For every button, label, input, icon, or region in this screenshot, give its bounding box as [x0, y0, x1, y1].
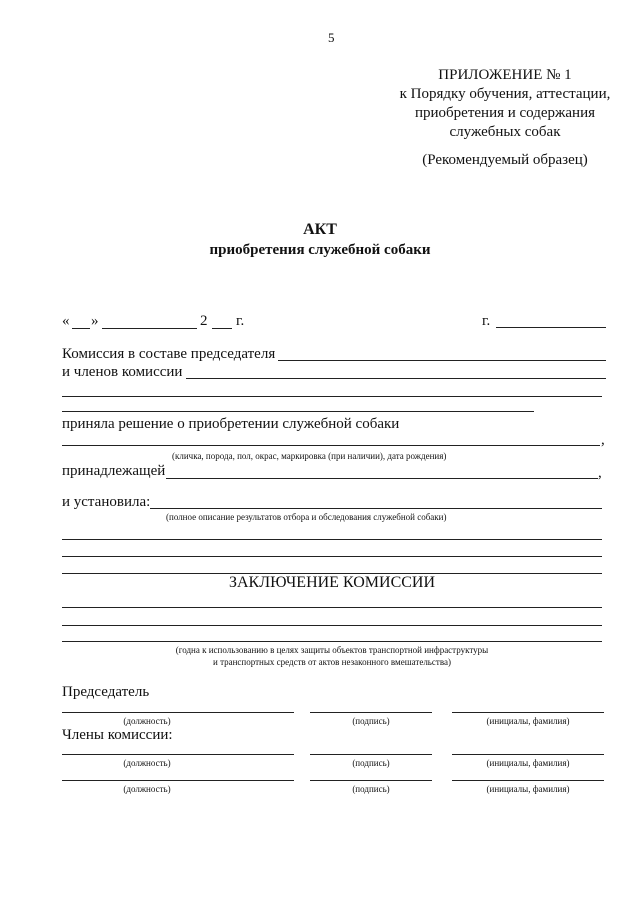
city-prefix: г.: [482, 313, 491, 329]
comma-2: ,: [598, 465, 602, 481]
member1-name-hint: (инициалы, фамилия): [486, 758, 570, 768]
conclusion-field-line-1[interactable]: [62, 607, 602, 608]
chairman-position-hint: (должность): [123, 716, 171, 726]
act-title: АКТ: [303, 221, 337, 238]
year-suffix: г.: [236, 313, 245, 329]
day-field[interactable]: [72, 328, 90, 329]
member2-name-hint: (инициалы, фамилия): [486, 784, 570, 794]
appendix-line-2: приобретения и содержания: [414, 105, 596, 121]
member1-position-field[interactable]: [62, 754, 294, 755]
established-field-line-2[interactable]: [62, 539, 602, 540]
date-open-quote: «: [62, 313, 70, 329]
chairman-name-hint: (инициалы, фамилия): [486, 716, 570, 726]
member1-position-hint: (должность): [123, 758, 171, 768]
appendix-title: ПРИЛОЖЕНИЕ № 1: [438, 67, 572, 83]
appendix-line-3: служебных собак: [449, 124, 561, 140]
conclusion-title: ЗАКЛЮЧЕНИЕ КОМИССИИ: [228, 574, 436, 591]
chairman-name-field[interactable]: [452, 712, 604, 713]
sample-note: (Рекомендуемый образец): [422, 152, 588, 168]
owner-field[interactable]: [166, 478, 598, 479]
dog-details-field[interactable]: [62, 445, 600, 446]
members-label: и членов комиссии: [62, 364, 183, 380]
member2-position-hint: (должность): [123, 784, 171, 794]
conclusion-hint-2: и транспортных средств от актов незаконного вмешательства): [213, 657, 451, 667]
members-field-line-3[interactable]: [62, 411, 534, 412]
chairman-signature-hint: (подпись): [352, 716, 390, 726]
members-field-line-2[interactable]: [62, 396, 602, 397]
conclusion-hint-1: (годна к использованию в целях защиты объектов транспортной инфраструктуры: [175, 645, 489, 655]
date-close-quote: »: [91, 313, 99, 329]
act-subtitle: приобретения служебной собаки: [209, 242, 431, 258]
member2-name-field[interactable]: [452, 780, 604, 781]
conclusion-field-line-2[interactable]: [62, 625, 602, 626]
appendix-line-1: к Порядку обучения, аттестации,: [399, 86, 611, 102]
member1-signature-hint: (подпись): [352, 758, 390, 768]
member1-name-field[interactable]: [452, 754, 604, 755]
member2-signature-hint: (подпись): [352, 784, 390, 794]
chairman-label: Председатель: [62, 684, 150, 700]
chairman-signature-field[interactable]: [310, 712, 432, 713]
month-field[interactable]: [102, 328, 197, 329]
owner-label: принадлежащей: [62, 463, 166, 479]
chairman-composition-label: Комиссия в составе председателя: [62, 346, 276, 362]
member1-signature-field[interactable]: [310, 754, 432, 755]
member2-signature-field[interactable]: [310, 780, 432, 781]
chairman-position-field[interactable]: [62, 712, 294, 713]
year-prefix: 2: [200, 313, 208, 329]
members-signature-label: Члены комиссии:: [62, 727, 173, 743]
dog-details-hint: (кличка, порода, пол, окрас, маркировка (при наличии), дата рождения): [172, 451, 447, 461]
established-label: и установила:: [62, 494, 151, 510]
members-field[interactable]: [186, 378, 606, 379]
appendix-block: [395, 66, 615, 142]
established-field[interactable]: [150, 508, 602, 509]
city-field[interactable]: [496, 327, 606, 328]
decision-label: приняла решение о приобретении служебной собаки: [62, 416, 400, 432]
page-number: 5: [328, 30, 335, 45]
established-hint: (полное описание результатов отбора и обследования служебной собаки): [166, 512, 447, 522]
chairman-composition-field[interactable]: [278, 360, 606, 361]
year-field[interactable]: [212, 328, 232, 329]
member2-position-field[interactable]: [62, 780, 294, 781]
established-field-line-3[interactable]: [62, 556, 602, 557]
comma-1: ,: [601, 432, 605, 448]
conclusion-field-line-3[interactable]: [62, 641, 602, 642]
